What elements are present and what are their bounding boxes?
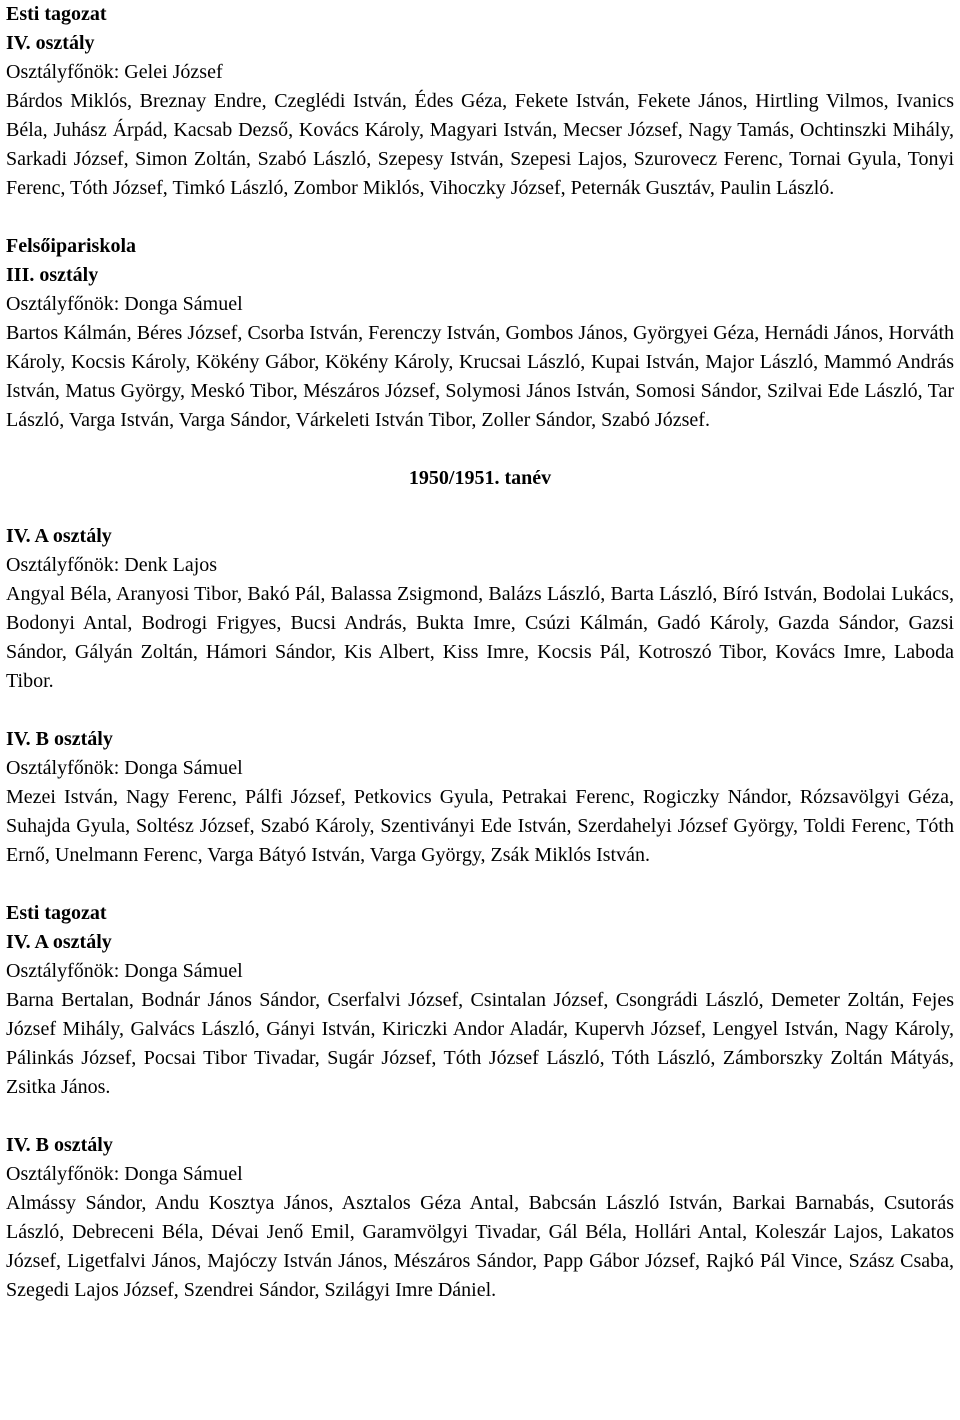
class-title: IV. B osztály	[6, 728, 113, 750]
class-teacher: Osztályfőnök: Denk Lajos	[6, 554, 218, 576]
section-esti-tagozat-iv-b	[6, 1131, 954, 1305]
section-heading: Esti tagozat	[6, 3, 107, 25]
class-title: IV. A osztály	[6, 525, 112, 547]
spacer	[6, 696, 954, 725]
class-teacher: Osztályfőnök: Donga Sámuel	[6, 1163, 243, 1185]
spacer	[6, 493, 954, 522]
class-teacher: Osztályfőnök: Donga Sámuel	[6, 757, 243, 779]
class-teacher: Osztályfőnök: Donga Sámuel	[6, 960, 243, 982]
spacer	[6, 1102, 954, 1131]
class-title: IV. A osztály	[6, 931, 112, 953]
section-iv-a	[6, 522, 954, 696]
section-heading: Felsőipariskola	[6, 235, 137, 257]
student-list: Almássy Sándor, Andu Kosztya János, Asztalos Géza Antal, Babcsán László István, Barkai Barnabás, Csutorás László, Debreceni Béla, Dévai Jenő Emil, Garamvölgyi Tivadar, Gál Béla, Hollári Antal, Koleszár Lajos, Lakatos József, Ligetfalvi János, Majóczy István János, Mészáros Sándor, Papp Gábor József, Rajkó Pál Vince, Szász Csaba, Szegedi Lajos József, Szendrei Sándor, Szilágyi Imre Dániel.	[6, 1192, 954, 1301]
student-list: Bartos Kálmán, Béres József, Csorba István, Ferenczy István, Gombos János, Györgyei Géza, Hernádi János, Horváth Károly, Kocsis Károly, Kökény Gábor, Kökény Károly, Krucsai László, Kupai István, Major László, Mammó András István, Matus György, Meskó Tibor, Mészáros József, Solymosi János István, Somosi Sándor, Szilvai Ede László, Tar László, Varga István, Varga Sándor, Várkeleti István Tibor, Zoller Sándor, Szabó József.	[6, 322, 954, 431]
class-teacher: Osztályfőnök: Gelei József	[6, 61, 223, 83]
student-list: Barna Bertalan, Bodnár János Sándor, Cserfalvi József, Csintalan József, Csongrádi László, Demeter Zoltán, Fejes József Mihály, Galvács László, Gányi István, Kiriczki Andor Aladár, Kupervh József, Lengyel István, Nagy Károly, Pálinkás József, Pocsai Tibor Tivadar, Sugár József, Tóth József László, Tóth László, Zámborszky Zoltán Mátyás, Zsitka János.	[6, 989, 954, 1098]
spacer	[6, 870, 954, 899]
class-teacher: Osztályfőnök: Donga Sámuel	[6, 293, 243, 315]
section-felsoipariskola-iii	[6, 232, 954, 435]
student-list: Mezei István, Nagy Ferenc, Pálfi József, Petkovics Gyula, Petrakai Ferenc, Rogiczky Nándor, Rózsavölgyi Géza, Suhajda Gyula, Soltész József, Szabó Károly, Szentiványi Ede István, Szerdahelyi József György, Toldi Ferenc, Tóth Ernő, Unelmann Ferenc, Varga Bátyó István, Varga György, Zsák Miklós István.	[6, 786, 954, 866]
spacer	[6, 203, 954, 232]
section-heading: Esti tagozat	[6, 902, 107, 924]
student-list: Bárdos Miklós, Breznay Endre, Czeglédi István, Édes Géza, Fekete István, Fekete János, Hirtling Vilmos, Ivanics Béla, Juhász Árpád, Kacsab Dezső, Kovács Károly, Magyari István, Mecser József, Nagy Tamás, Ochtinszki Mihály, Sarkadi József, Simon Zoltán, Szabó László, Szepesy István, Szepesi Lajos, Szurovecz Ferenc, Tornai Gyula, Tonyi Ferenc, Tóth József, Timkó László, Zombor Miklós, Vihoczky József, Peternák Gusztáv, Paulin László.	[6, 90, 954, 199]
student-list: Angyal Béla, Aranyosi Tibor, Bakó Pál, Balassa Zsigmond, Balázs László, Barta László, Bíró István, Bodolai Lukács, Bodonyi Antal, Bodrogi Frigyes, Bucsi András, Bukta Imre, Csúzi Kálmán, Gadó Károly, Gazda Sándor, Gazsi Sándor, Gályán Zoltán, Hámori Sándor, Kis Albert, Kiss Imre, Kocsis Pál, Kotroszó Tibor, Kovács Imre, Laboda Tibor.	[6, 583, 954, 692]
class-title: IV. B osztály	[6, 1134, 113, 1156]
spacer	[6, 435, 954, 464]
class-title: III. osztály	[6, 264, 99, 286]
section-iv-b	[6, 725, 954, 870]
school-year-title: 1950/1951. tanév	[408, 467, 552, 489]
class-title: IV. osztály	[6, 32, 95, 54]
section-esti-tagozat-iv-a	[6, 899, 954, 1102]
section-esti-tagozat-iv	[6, 0, 954, 203]
